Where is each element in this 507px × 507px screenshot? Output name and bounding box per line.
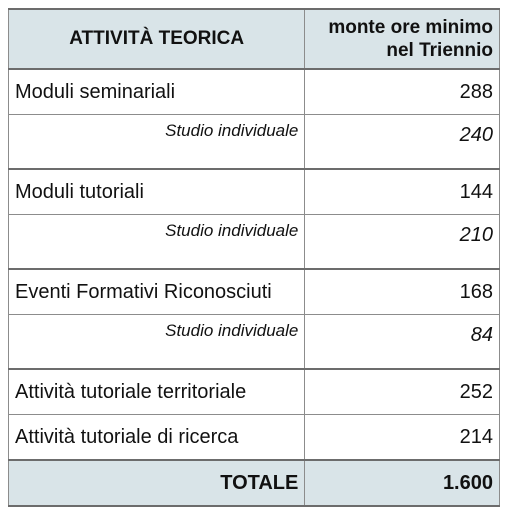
table-row xyxy=(9,415,500,461)
activity-label: Attività tutoriale di ricerca xyxy=(9,415,305,461)
header-hours-line-1: monte ore minimo xyxy=(328,17,493,38)
study-hours: 84 xyxy=(305,315,500,370)
activity-label: Eventi Formativi Riconosciuti xyxy=(9,269,305,315)
activity-hours: 214 xyxy=(305,415,500,461)
activity-hours: 252 xyxy=(305,369,500,415)
activity-label: Attività tutoriale territoriale xyxy=(9,369,305,415)
study-hours: 240 xyxy=(305,115,500,170)
total-label: TOTALE xyxy=(9,460,305,506)
header-activity-label: ATTIVITÀ TEORICA xyxy=(9,9,305,69)
activity-hours: 168 xyxy=(305,269,500,315)
header-hours-line-2: nel Triennio xyxy=(386,40,493,61)
total-row xyxy=(9,460,500,506)
table-row xyxy=(9,169,500,215)
table-row xyxy=(9,369,500,415)
total-hours: 1.600 xyxy=(305,460,500,506)
hours-table xyxy=(8,8,500,507)
study-label: Studio individuale xyxy=(9,215,305,270)
study-label: Studio individuale xyxy=(9,315,305,370)
table-subrow xyxy=(9,315,500,370)
table-subrow xyxy=(9,215,500,270)
table-subrow xyxy=(9,115,500,170)
header-hours-label xyxy=(305,9,500,69)
table-header-row xyxy=(9,9,500,69)
table-row xyxy=(9,269,500,315)
activity-label: Moduli seminariali xyxy=(9,69,305,115)
activity-label: Moduli tutoriali xyxy=(9,169,305,215)
activity-hours: 144 xyxy=(305,169,500,215)
study-label: Studio individuale xyxy=(9,115,305,170)
table-row xyxy=(9,69,500,115)
activity-hours: 288 xyxy=(305,69,500,115)
study-hours: 210 xyxy=(305,215,500,270)
